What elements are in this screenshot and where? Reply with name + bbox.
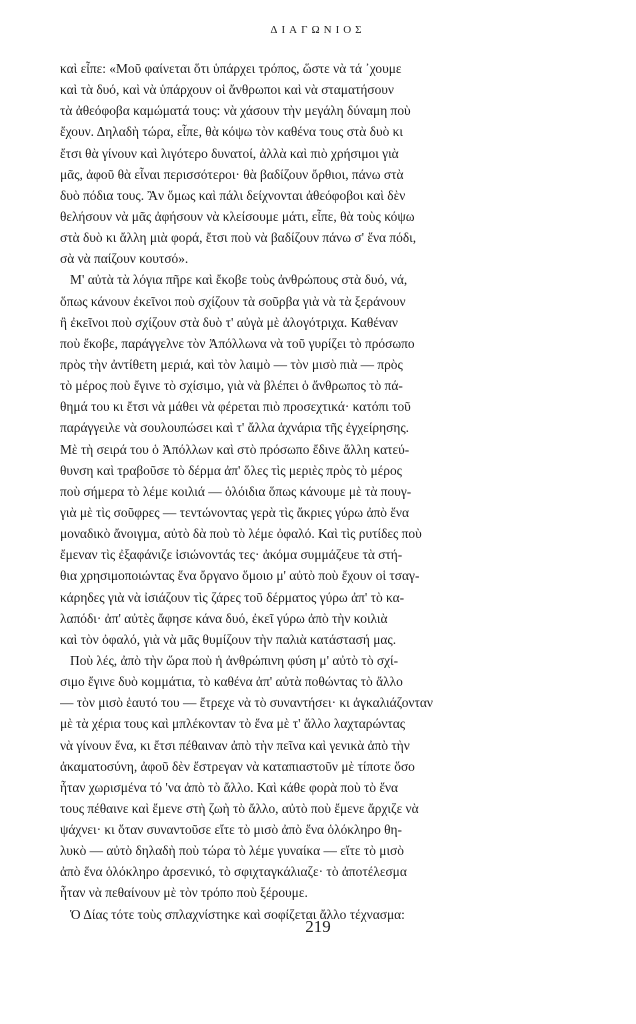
text-line: καὶ εἶπε: «Μοῦ φαίνεται ὅτι ὑπάρχει τρόπος, ὥστε νὰ τά ᾽χουμε (60, 61, 402, 76)
text-line: ἔμεναν τὶς ἐξαφάνιζε ἰσιώνοντάς τες· ἀκόμα συμμάζευε τὰ στή- (60, 547, 403, 563)
text-line: Ποὺ λές, ἀπὸ τὴν ὥρα ποὺ ἡ ἀνθρώπινη φύση μ' αὐτὸ τὸ σχί- (60, 652, 399, 668)
text-line: τὸ μέρος ποὺ ἔγινε τὸ σχίσιμο, γιὰ νὰ βλέπει ὁ ἄνθρωπος τὸ πά- (60, 378, 403, 394)
text-line: θια χρησιμοποιώντας ἕνα ὄργανο ὅμοιο μ' αὐτὸ ποὺ ἔχουν οἱ τσαγ- (60, 568, 420, 584)
text-line: ἦταν νὰ πεθαίνουν μὲ τὸν τρόπο ποὺ ξέρουμε. (60, 885, 308, 901)
text-line: πρὸς τὴν ἀντίθετη μεριά, καὶ τὸν λαιμὸ — τὸν μισὸ πιὰ — πρὸς (60, 356, 403, 372)
text-line: γιὰ μὲ τὶς σοῦφρες — τεντώνοντας γερὰ τὶς ἄκριες γύρω ἀπὸ ἕνα (60, 504, 409, 520)
text-line: τους πέθαινε καὶ ἔμενε στὴ ζωὴ τὸ ἄλλο, αὐτὸ ποὺ ἔμενε ἄρχιζε νὰ (60, 800, 419, 816)
text-line: μᾶς, ἀφοῦ θὰ εἶναι περισσότεροι· θὰ βαδίζουν ὄρθιοι, πάνω στὰ (60, 166, 404, 182)
text-line: νὰ γίνουν ἕνα, κι ἔτσι πέθαιναν ἀπὸ τὴν πεῖνα καὶ γενικὰ ἀπὸ τὴν (60, 737, 410, 753)
text-line: δυὸ πόδια τους. Ἂν ὅμως καὶ πάλι δείχνονται ἀθεόφοβοι καὶ δὲν (60, 187, 406, 203)
text-line: ἢ ἐκεῖνοι ποὺ σχίζουν στὰ δυὸ τ' αὐγὰ μὲ ἀλογότριχα. Καθέναν (60, 314, 398, 330)
text-line: ἔχουν. Δηλαδὴ τώρα, εἶπε, θὰ κόψω τὸν καθένα τους στὰ δυὸ κι (60, 124, 403, 140)
text-line: σιμο ἔγινε δυὸ κομμάτια, τὸ καθένα ἀπ' αὐτὰ ποθώντας τὸ ἄλλο (60, 674, 403, 690)
page-number: 219 (305, 917, 331, 936)
text-line: — τὸν μισὸ ἑαυτό του — ἔτρεχε νὰ τὸ συναντήσει· κι ἀγκαλιάζονταν (60, 695, 433, 711)
text-line: στὰ δυὸ κι ἄλλη μιὰ φορά, ἔτσι ποὺ νὰ βαδίζουν πάνω σ' ἕνα πόδι, (60, 230, 417, 246)
text-line: τὰ ἀθεόφοβα καμώματά τους: νὰ χάσουν τὴν μεγάλη δύναμη ποὺ (60, 103, 411, 119)
text-line: ποὺ σήμερα τὸ λέμε κοιλιά — ὁλόιδια ὅπως κάνουμε μὲ τὰ πουγ- (60, 483, 412, 499)
text-line: ψάχνει· κι ὅταν συναντοῦσε εἴτε τὸ μισὸ ἀπὸ ἕνα ὁλόκληρο θη- (60, 822, 403, 838)
text-line: ἔτσι θὰ γίνουν καὶ λιγότερο δυνατοί, ἀλλὰ καὶ πιὸ χρήσιμοι γιὰ (60, 145, 399, 161)
text-line: ποὺ ἔκοβε, παράγγελνε τὸν Ἀπόλλωνα νὰ τοῦ γυρίζει τὸ πρόσωπο (60, 335, 415, 351)
text-line: θελήσουν νὰ μᾶς ἀφήσουν νὰ κλείσουμε μάτι, εἶπε, θὰ τοὺς κόψω (60, 208, 415, 224)
text-line: ἦταν χωρισμένα τό 'να ἀπὸ τὸ ἄλλο. Καὶ κάθε φορὰ ποὺ τὸ ἕνα (60, 779, 399, 795)
text-line: θυνση καὶ τραβοῦσε τὸ δέρμα ἀπ' ὅλες τὶς μεριὲς πρὸς τὸ μέρος (60, 462, 402, 478)
text-line: θημά του κι ἔτσι νὰ μάθει νὰ φέρεται πιὸ προσεχτικά· κατόπι τοῦ (60, 399, 411, 415)
text-line: ὅπως κάνουν ἐκεῖνοι ποὺ σχίζουν τὰ σοῦρβα γιὰ νὰ τὰ ξεράνουν (60, 293, 406, 309)
text-line: παράγγειλε νὰ σουλουπώσει καὶ τ' ἄλλα ἀχνάρια τῆς ἐγχείρησης. (60, 420, 409, 436)
running-header: ΔΙΑΓΩΝΙΟΣ (270, 24, 366, 36)
text-line: μὲ τὰ χέρια τους καὶ μπλέκονταν τὸ ἕνα μὲ τ' ἄλλο λαχταρώντας (60, 716, 406, 732)
text-line: σὰ νὰ παίζουν κουτσό». (60, 251, 189, 267)
body-text (60, 58, 580, 925)
text-line: ἀκαματοσύνη, ἀφοῦ δὲν ἔστρεγαν νὰ καταπιαστοῦν μὲ τίποτε ὅσο (60, 758, 415, 774)
text-line: Μὲ τὴ σειρά του ὁ Ἀπόλλων καὶ στὸ πρόσωπο ἔδινε ἄλλη κατεύ- (60, 441, 410, 457)
text-line: λυκὸ — αὐτὸ δηλαδὴ ποὺ τώρα τὸ λέμε γυναίκα — εἴτε τὸ μισὸ (60, 843, 404, 859)
text-line: ἀπὸ ἕνα ὁλόκληρο ἀρσενικό, τὸ σφιχταγκάλιαζε· τὸ ἀποτέλεσμα (60, 864, 407, 880)
text-line: καὶ τὸν ὀφαλό, γιὰ νὰ μᾶς θυμίζουν τὴν παλιὰ κατάστασή μας. (60, 631, 397, 647)
text-line: μοναδικὸ ἄνοιγμα, αὐτὸ δὰ ποὺ τὸ λέμε ὀφαλό. Καὶ τὶς ρυτίδες ποὺ (60, 526, 422, 542)
text-line: Μ' αὐτὰ τὰ λόγια πῆρε καὶ ἔκοβε τοὺς ἀνθρώπους στὰ δυό, νά, (60, 272, 408, 288)
text-line: καὶ τὰ δυό, καὶ νὰ ὑπάρχουν οἱ ἄνθρωποι καὶ νὰ σταματήσουν (60, 82, 394, 98)
text-line: κάρηδες γιὰ νὰ ἰσιάζουν τὶς ζάρες τοῦ δέρματος γύρω ἀπ' τὸ κα- (60, 589, 405, 605)
text-line: Ὁ Δίας τότε τοὺς σπλαχνίστηκε καὶ σοφίζεται ἄλλο τέχνασμα: (60, 906, 405, 922)
text-line: λαπόδι· ἀπ' αὐτὲς ἄφησε κάνα δυό, ἐκεῖ γύρω ἀπὸ τὴν κοιλιὰ (60, 610, 388, 626)
